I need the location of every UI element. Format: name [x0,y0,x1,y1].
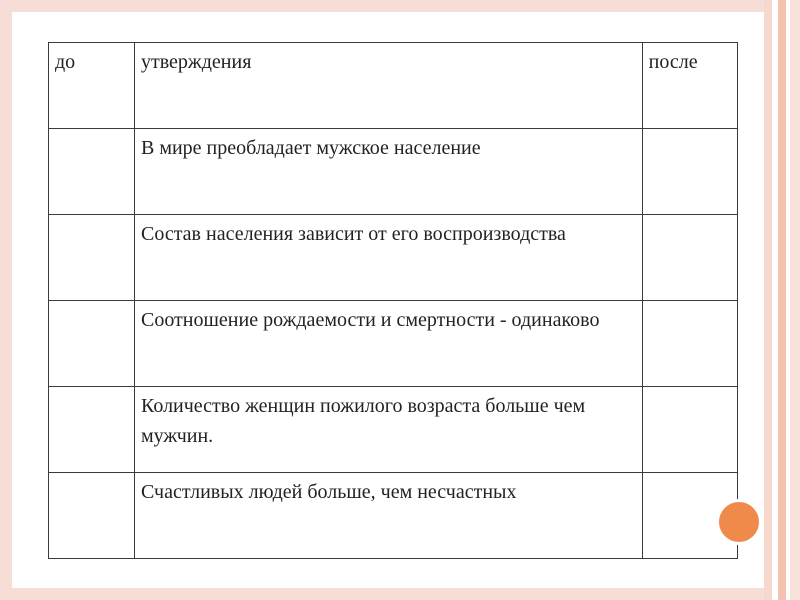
cell-before[interactable] [49,387,135,473]
cell-statement: Соотношение рождаемости и смертности - одинаково [134,301,642,387]
statements-table [48,42,738,559]
decorative-stripe [764,0,772,600]
cell-before[interactable] [49,473,135,559]
header-before: до [49,43,135,129]
cell-before[interactable] [49,301,135,387]
cell-statement: Состав населения зависит от его воспроизводства [134,215,642,301]
table-row [49,473,738,559]
cell-after[interactable] [642,215,737,301]
cell-before[interactable] [49,129,135,215]
cell-after[interactable] [642,301,737,387]
table-row [49,215,738,301]
table-row [49,387,738,473]
table-row [49,301,738,387]
cell-statement: В мире преобладает мужское население [134,129,642,215]
accent-circle [716,499,762,545]
cell-statement: Счастливых людей больше, чем несчастных [134,473,642,559]
header-after: после [642,43,737,129]
header-statement: утверждения [134,43,642,129]
decorative-stripe [778,0,786,600]
cell-after[interactable] [642,129,737,215]
table-header-row [49,43,738,129]
cell-after[interactable] [642,387,737,473]
cell-before[interactable] [49,215,135,301]
table-row [49,129,738,215]
decorative-stripe [790,0,800,600]
cell-statement: Количество женщин пожилого возраста больше чем мужчин. [134,387,642,473]
